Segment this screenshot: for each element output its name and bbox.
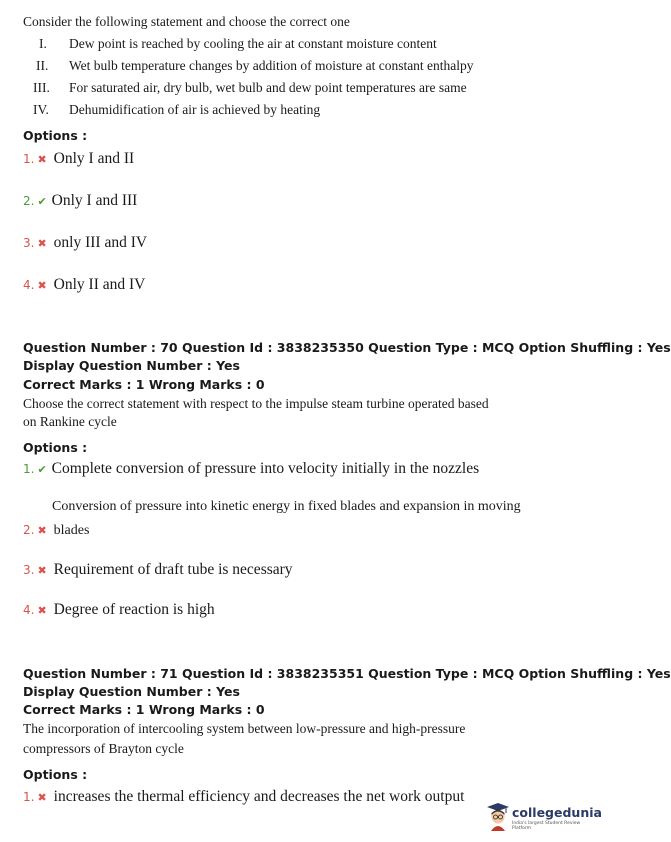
option-row[interactable] (23, 561, 293, 579)
option-text: Conversion of pressure into kinetic energy in fixed blades and expansion in moving (52, 499, 521, 514)
option-text: Requirement of draft tube is necessary (53, 561, 293, 578)
option-text: only III and IV (53, 234, 148, 251)
option-text: blades (53, 523, 90, 538)
options-heading: Options : (23, 440, 88, 455)
statement-text: Wet bulb temperature changes by addition of moisture at constant enthalpy (69, 58, 474, 73)
option-number: 3. (23, 563, 35, 577)
question-text: on Rankine cycle (23, 414, 117, 429)
option-text: Degree of reaction is high (53, 601, 215, 618)
options-heading: Options : (23, 767, 88, 782)
option-number: 4. (23, 603, 35, 617)
statement-text: Dehumidification of air is achieved by heating (69, 102, 321, 117)
question-prompt: Consider the following statement and choose the correct one (23, 14, 350, 29)
statement-number: II. (36, 58, 49, 73)
option-row[interactable] (23, 234, 147, 252)
question-meta: Question Number : 70 Question Id : 3838235350 Question Type : MCQ Option Shuffling : Yes (23, 340, 671, 355)
statement-number: III. (33, 80, 50, 95)
display-question-number: Display Question Number : Yes (23, 684, 240, 699)
option-row[interactable] (23, 788, 464, 806)
cross-icon: ✖ (37, 792, 47, 804)
cross-icon: ✖ (37, 154, 47, 166)
logo-wordmark: collegedunia (512, 805, 602, 820)
option-number: 1. (23, 790, 35, 804)
question-text: The incorporation of intercooling system between low-pressure and high-pressure (23, 721, 466, 736)
question-meta: Question Number : 71 Question Id : 3838235351 Question Type : MCQ Option Shuffling : Yes (23, 666, 671, 681)
option-text: increases the thermal efficiency and decreases the net work output (53, 788, 465, 805)
option-number: 3. (23, 236, 35, 250)
option-number: 2. (23, 523, 35, 537)
marks-line: Correct Marks : 1 Wrong Marks : 0 (23, 702, 265, 717)
marks-line: Correct Marks : 1 Wrong Marks : 0 (23, 377, 265, 392)
cross-icon: ✖ (37, 565, 47, 577)
cross-icon: ✖ (37, 605, 47, 617)
question-text: compressors of Brayton cycle (23, 741, 184, 756)
check-icon: ✔ (37, 196, 47, 208)
option-text: Only II and IV (53, 276, 146, 293)
option-row[interactable] (23, 521, 89, 539)
option-number: 4. (23, 278, 35, 292)
option-text: Only I and II (53, 150, 135, 167)
option-row[interactable] (23, 460, 479, 478)
check-icon: ✔ (37, 464, 47, 476)
option-row[interactable] (23, 276, 145, 294)
option-row[interactable] (23, 150, 134, 168)
statement-text: Dew point is reached by cooling the air at constant moisture content (69, 36, 437, 51)
option-text: Only I and III (51, 192, 138, 209)
question-text: Choose the correct statement with respect to the impulse steam turbine operated based (23, 396, 489, 411)
display-question-number: Display Question Number : Yes (23, 358, 240, 373)
collegedunia-logo (486, 800, 602, 834)
option-text: Complete conversion of pressure into velocity initially in the nozzles (51, 460, 480, 477)
option-number: 1. (23, 152, 35, 166)
option-number: 2. (23, 194, 35, 208)
statement-number: IV. (33, 102, 49, 117)
option-row[interactable] (23, 601, 215, 619)
option-number: 1. (23, 462, 35, 476)
cross-icon: ✖ (37, 525, 47, 537)
cross-icon: ✖ (37, 280, 47, 292)
option-row[interactable] (23, 192, 137, 210)
logo-tagline: India's largest Student Review Platform (512, 821, 581, 831)
statement-text: For saturated air, dry bulb, wet bulb and dew point temperatures are same (69, 80, 467, 95)
student-mascot-icon (486, 802, 510, 832)
cross-icon: ✖ (37, 238, 47, 250)
options-heading: Options : (23, 128, 88, 143)
statement-number: I. (39, 36, 47, 51)
